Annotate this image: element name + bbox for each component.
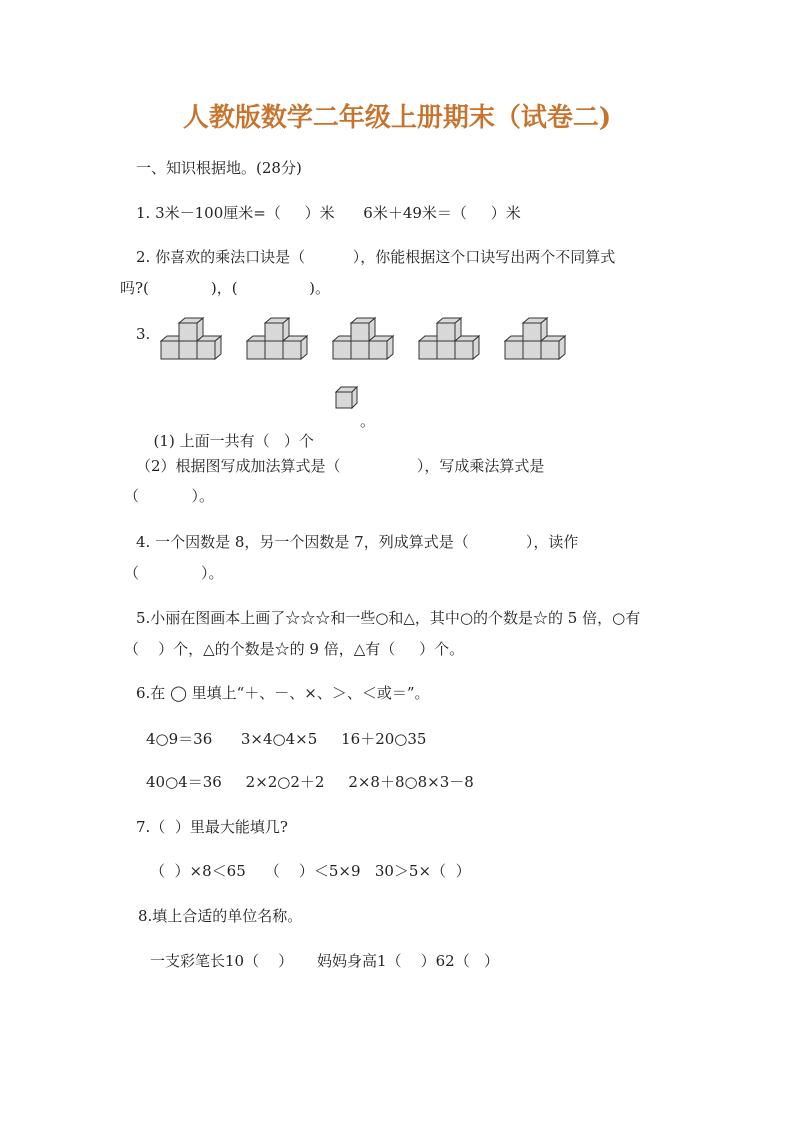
question-3-part-1 (144, 411, 314, 451)
cube-group-2 (246, 317, 308, 363)
cube-group-1 (160, 317, 222, 363)
question-8-intro: 8.填上合适的单位名称。 (138, 907, 303, 925)
cube-group-4 (418, 317, 480, 363)
question-3-part-2-line-1: （2）根据图写成加法算式是（ ），写成乘法算式是 (136, 457, 545, 475)
question-8-row: 一支彩笔长10（ ） 妈妈身高1（ ）62（ ） (150, 952, 500, 970)
question-7-intro: 7.（ ）里最大能填几? (136, 818, 288, 836)
question-6-row-2: 40○4＝36 2×2○2＋2 2×8＋8○8×3－8 (146, 773, 474, 791)
question-2-line-2: 吗?( )，( )。 (120, 279, 330, 297)
cube-figures (0, 317, 794, 367)
section-heading: 一、知识根据地。(28分) (136, 159, 302, 177)
cube-group-3 (332, 317, 394, 363)
question-3-part-1-end: 。 (360, 412, 376, 430)
question-1: 1. 3米－100厘米=（ ）米 6米＋49米＝（ ）米 (136, 204, 521, 222)
question-5-line-1: 5.小丽在图画本上画了☆☆☆和一些○和△，其中○的个数是☆的 5 倍，○有 (136, 609, 641, 627)
page-title: 人教版数学二年级上册期末（试卷二) (182, 103, 612, 133)
question-3-label: 3. (136, 325, 151, 343)
question-3-part-1-text: (1) 上面一共有（ ）个 (153, 432, 314, 450)
question-5-line-2: （ ）个，△的个数是☆的 9 倍，△有（ ）个。 (124, 640, 465, 658)
question-7-row: （ ）×8＜65 （ ）＜5×9 30＞5×（ ） (150, 862, 471, 880)
cube-group-5 (504, 317, 566, 363)
question-3-part-2-line-2: （ ）。 (124, 487, 214, 505)
single-cube-icon (335, 386, 359, 410)
question-6-intro: 6.在 ◯ 里填上“＋、－、×、＞、＜或＝”。 (136, 684, 430, 702)
question-4-line-2: （ ）。 (124, 564, 224, 582)
question-4-line-1: 4. 一个因数是 8，另一个因数是 7，列成算式是（ ），读作 (136, 533, 579, 551)
question-6-row-1: 4○9＝36 3×4○4×5 16＋20○35 (146, 730, 427, 748)
question-2-line-1: 2. 你喜欢的乘法口诀是（ ），你能根据这个口诀写出两个不同算式 (136, 248, 616, 266)
